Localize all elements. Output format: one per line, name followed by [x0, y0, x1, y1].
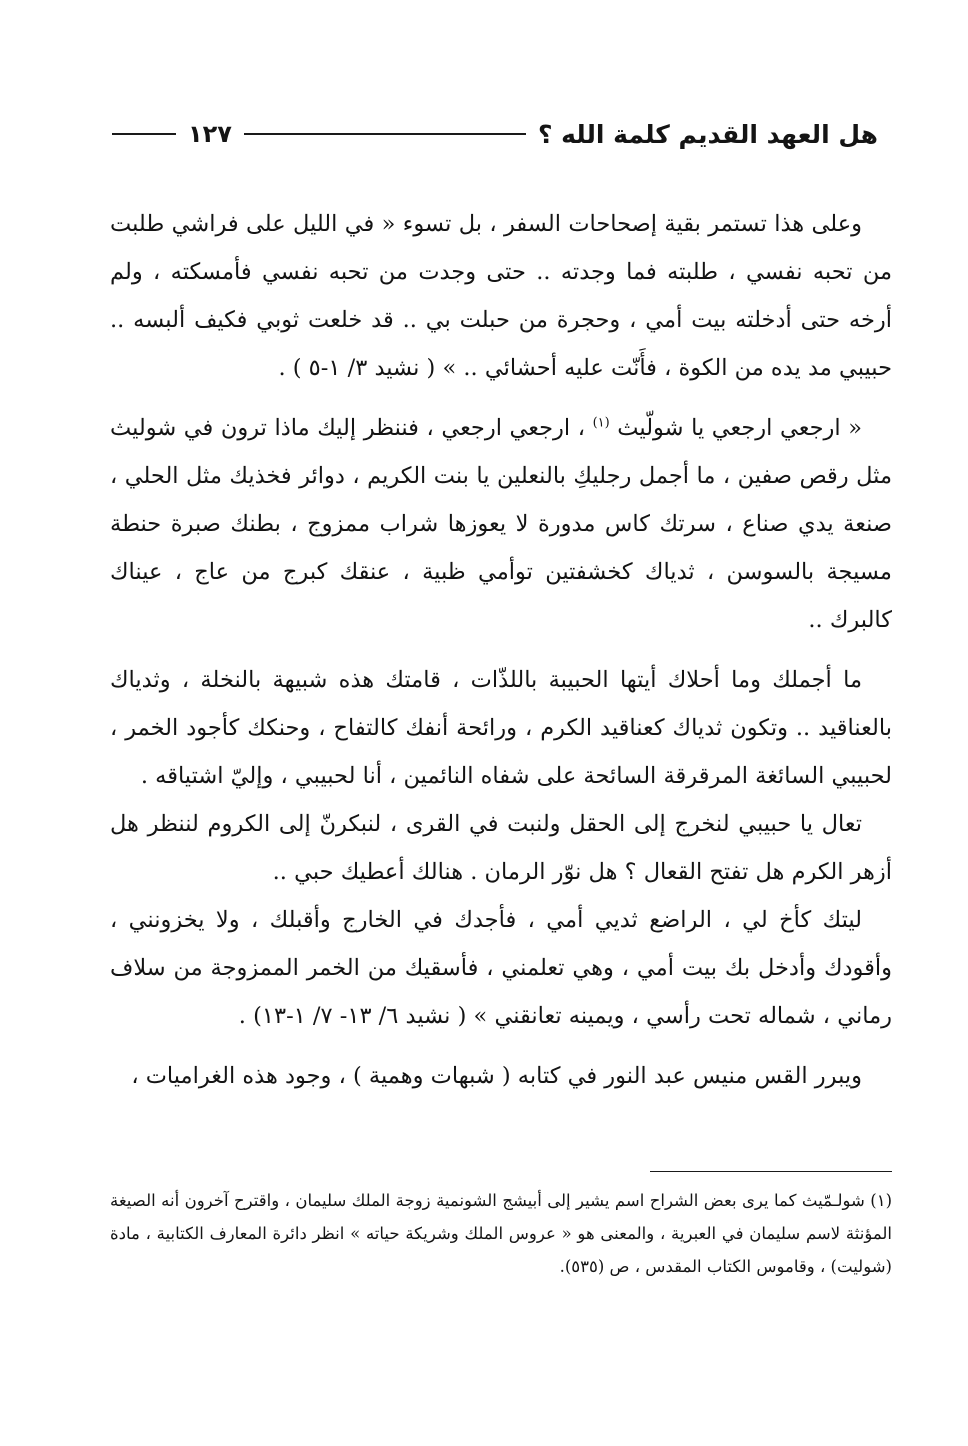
paragraph-2-start: « ارجعي ارجعي يا شولّيث — [609, 415, 862, 441]
body-text — [110, 200, 892, 1100]
paragraph-5: ليتك كأخ لي ، الراضع ثديي أمي ، فأجدك في الخارج وأقبلك ، ولا يخزونني ، وأقودك وأدخل بك بيت أمي ، وهي تعلمني ، فأسقيك من الخمر الممزوجة من سلاف رماني ، شماله تحت رأسي ، ويمينه تعانقني » ( نشيد ٦/ ١٣- ٧/ ١-١٣) . — [110, 907, 892, 1029]
footnote-separator — [650, 1171, 892, 1172]
paragraph-4: تعال يا حبيبي لنخرج إلى الحقل ولنبت في القرى ، لنبكرنّ إلى الكروم لننظر هل أزهر الكرم هل تفتح القعال ؟ هل نوّر الرمان . هنالك أعطيك حبي .. — [110, 811, 892, 885]
header-rule-short — [112, 133, 176, 135]
footnote: (١) شولـمّيث كما يرى بعض الشراح اسم يشير إلى أبيشج الشونمية زوجة الملك سليمان ، واقترح آخرون أنه الصيغة المؤنثة لاسم سليمان في العبرية ، والمعنى هو « عروس الملك وشريكة حياته » انظر دائرة المعارف الكتابية ، مادة (شوليت) ، وقاموس الكتاب المقدس ، ص (٥٣٥). — [110, 1191, 892, 1276]
paragraph-2-rest: ، ارجعي ارجعي ، فننظر إليك ماذا ترون في شوليث مثل رقص صفين ، ما أجمل رجليكِ بالنعلين يا بنت الكريم ، دوائر فخذيك مثل الحلي ، صنعة يدي صناع ، سرتك كاس مدورة لا يعوزها شراب ممزوج ، بطنك صبرة حنطة مسيجة بالسوسن ، ثدياك كخشفتين توأمي ظبية ، عنقك كبرج من عاج ، عيناك كالبرك .. — [110, 415, 892, 633]
paragraph-2 — [110, 404, 892, 644]
paragraph-6: ويبرر القس منيس عبد النور في كتابه ( شبهات وهمية ) ، وجود هذه الغراميات ، — [131, 1063, 862, 1089]
page-number: ١٢٧ — [188, 120, 232, 148]
paragraph-1: وعلى هذا تستمر بقية إصحاحات السفر ، بل تسوء « في الليل على فراشي طلبت من تحبه نفسي ، طلبته فما وجدته .. حتى وجدت من تحبه نفسي فأمسكته ، ولم أرخه حتى أدخلته بيت أمي ، وحجرة من حبلت بي .. قد خلعت ثوبي فكيف ألبسه .. حبيبي مد يده من الكوة ، فأَنّت عليه أحشائي .. » ( نشيد ٣/ ١-٥ ) . — [110, 211, 892, 381]
running-header — [112, 112, 878, 156]
header-rule-long — [244, 133, 526, 135]
footnote-reference: (١) — [592, 415, 610, 431]
paragraph-3: ما أجملك وما أحلاك أيتها الحبيبة باللذّات ، قامتك هذه شبيهة بالنخلة ، وثدياك بالعناقيد .. وتكون ثدياك كعناقيد الكرم ، ورائحة أنفك كالتفاح ، وحنكك كأجود الخمر ، لحبيبي السائغة المرقرقة السائحة على شفاه النائمين ، أنا لحبيبي ، وإليّ اشتياقه . — [110, 667, 892, 789]
running-header-title: هل العهد القديم كلمة الله ؟ — [537, 119, 878, 149]
